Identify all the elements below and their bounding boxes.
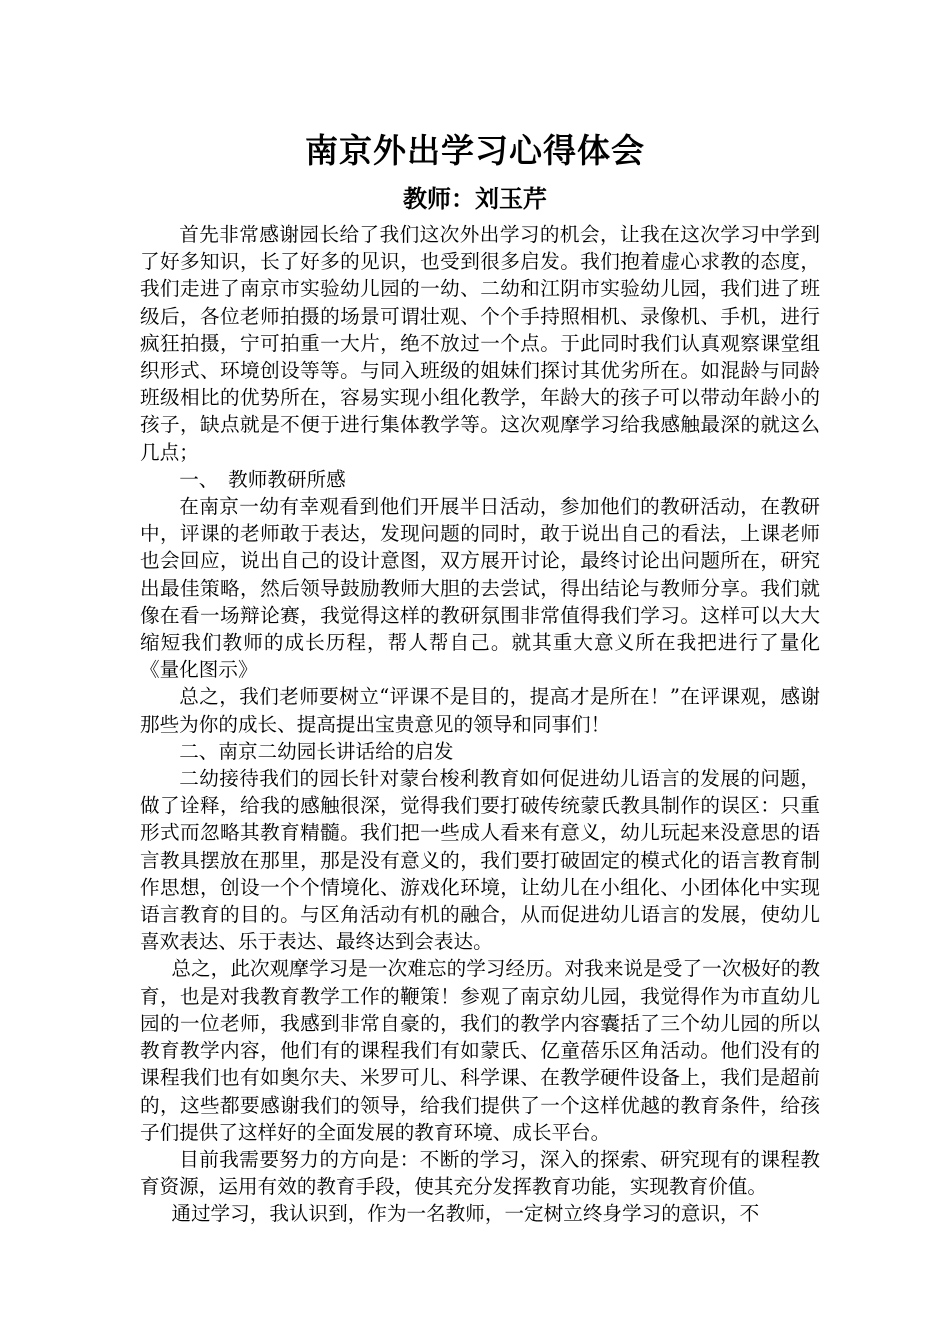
section-heading-2: 二、南京二幼园长讲话给的启发 <box>179 739 454 763</box>
paragraph-final: 通过学习，我认识到，作为一名教师，一定树立终身学习的意识，不 <box>171 1202 760 1226</box>
document-body <box>140 221 820 1228</box>
paragraph-conclusion: 总之，此次观摩学习是一次难忘的学习经历。对我来说是受了一次极好的教育，也是对我教育教学工作的鞭策！参观了南京幼儿园，我觉得作为市直幼儿园的一位老师，我感到非常自豪的，我们的教学内容囊括了三个幼儿园的所以教育教学内容，他们有的课程我们有如蒙氏、亿童蓓乐区角活动。他们没有的课程我们也有如奥尔夫、米罗可儿、科学课、在教学硬件设备上，我们是超前的，这些都要感谢我们的领导，给我们提供了一个这样优越的教育条件，给孩子们提供了这样好的全面发展的教育环境、成长平台。 <box>140 957 820 1144</box>
document-title: 南京外出学习心得体会 <box>305 131 645 170</box>
paragraph-section-1: 在南京一幼有幸观看到他们开展半日活动，参加他们的教研活动，在教研中，评课的老师敢于表达，发现问题的同时，敢于说出自己的看法，上课老师也会回应，说出自己的设计意图，双方展开讨论，最终讨论出问题所在，研究出最佳策略，然后领导鼓励教师大胆的去尝试，得出结论与教师分享。我们就像在看一场辩论赛，我觉得这样的教研氛围非常值得我们学习。这样可以大大缩短我们教师的成长历程，帮人帮自己。就其重大意义所在我把进行了量化《量化图示》 <box>140 495 820 682</box>
document-author: 教师：刘玉芹 <box>403 184 547 213</box>
section-heading-1: 一、 教师教研所感 <box>179 467 346 491</box>
paragraph-intro: 首先非常感谢园长给了我们这次外出学习的机会，让我在这次学习中学到了好多知识，长了好多的见识，也受到很多启发。我们抱着虚心求教的态度，我们走进了南京市实验幼儿园的一幼、二幼和江阴市实验幼儿园，我们进了班级后，各位老师拍摄的场景可谓壮观、个个手持照相机、录像机、手机，进行疯狂拍摄，宁可拍重一大片，绝不放过一个点。于此同时我们认真观察课堂组织形式、环境创设等等。与同入班级的姐妹们探讨其优劣所在。如混龄与同龄班级相比的优势所在，容易实现小组化教学，年龄大的孩子可以带动年龄小的孩子，缺点就是不便于进行集体教学等。这次观摩学习给我感触最深的就这么几点； <box>140 223 820 464</box>
paragraph-section-2: 二幼接待我们的园长针对蒙台梭利教育如何促进幼儿语言的发展的问题，做了诠释，给我的感触很深，觉得我们要打破传统蒙氏教具制作的误区：只重形式而忽略其教育精髓。我们把一些成人看来有意义，幼儿玩起来没意思的语言教具摆放在那里，那是没有意义的，我们要打破固定的模式化的语言教育制作思想，创设一个个情境化、游戏化环境，让幼儿在小组化、小团体化中实现语言教育的目的。与区角活动有机的融合，从而促进幼儿语言的发展，使幼儿喜欢表达、乐于表达、最终达到会表达。 <box>140 767 820 954</box>
paragraph-summary-1: 总之，我们老师要树立“评课不是目的，提高才是所在！”在评课观，感谢那些为你的成长、提高提出宝贵意见的领导和同事们！ <box>140 685 820 736</box>
paragraph-goals: 目前我需要努力的方向是：不断的学习，深入的探索、研究现有的课程教育资源，运用有效的教育手段，使其充分发挥教育功能，实现教育价值。 <box>140 1147 820 1199</box>
